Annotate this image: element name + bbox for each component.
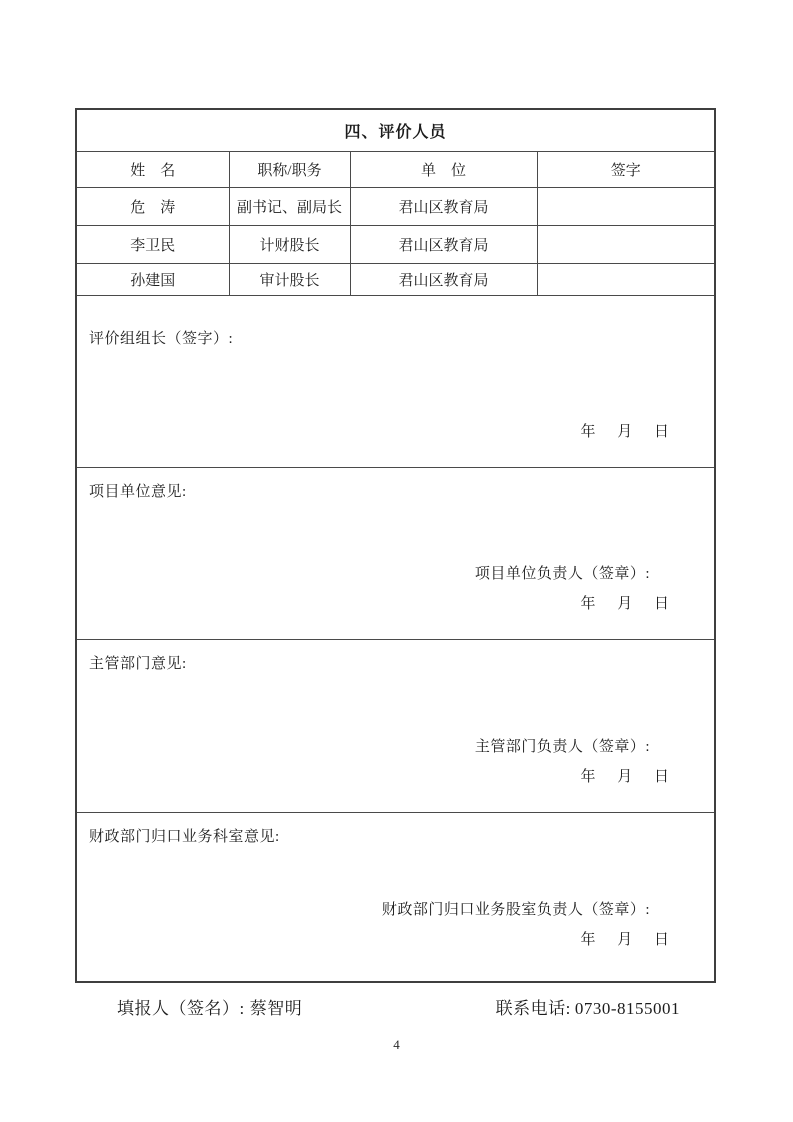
phone-number: 0730-8155001 (574, 999, 680, 1018)
col-header-unit: 单 位 (350, 152, 537, 188)
contact-phone (496, 994, 680, 1019)
signature-cell (537, 188, 714, 226)
col-header-name: 姓 名 (77, 152, 229, 188)
section-sign-area (475, 739, 669, 785)
signature-cell (537, 264, 714, 296)
signer-line: 主管部门负责人（签章）: (474, 739, 650, 755)
opinion-section-project-unit (77, 467, 714, 639)
section-label: 财政部门归口业务科室意见: (89, 829, 280, 845)
section-label: 主管部门意见: (89, 656, 187, 672)
table-row (77, 188, 714, 226)
table-row (77, 226, 714, 264)
section-label: 项目单位意见: (89, 484, 187, 500)
phone-label: 联系电话: (495, 999, 571, 1018)
section-sign-area (475, 566, 669, 612)
col-header-position: 职称/职务 (229, 152, 350, 188)
filler-signature (117, 994, 302, 1019)
signature-cell (537, 226, 714, 264)
col-header-signature: 签字 (537, 152, 714, 188)
opinion-section-competent-department (77, 639, 714, 812)
name-cell: 李卫民 (77, 226, 229, 264)
section-sign-area (382, 902, 669, 948)
section-title: 四、评价人员 (77, 110, 714, 152)
date-line: 年 月 日 (580, 769, 669, 785)
opinion-section-evaluation-group-leader (77, 295, 714, 467)
filler-name: 蔡智明 (249, 999, 303, 1018)
position-cell: 审计股长 (229, 264, 350, 296)
name-cell: 孙建国 (77, 264, 229, 296)
table-row (77, 264, 714, 296)
position-cell: 副书记、副局长 (229, 188, 350, 226)
table-header-row (77, 152, 714, 188)
unit-cell: 君山区教育局 (350, 188, 537, 226)
name-cell: 危 涛 (77, 188, 229, 226)
date-line: 年 月 日 (580, 932, 669, 948)
unit-cell: 君山区教育局 (350, 264, 537, 296)
section-sign-area (580, 424, 669, 440)
date-line: 年 月 日 (580, 424, 669, 440)
table-title-row (77, 110, 714, 152)
opinion-section-finance-department (77, 812, 714, 975)
personnel-table (77, 110, 714, 295)
signer-line: 财政部门归口业务股室负责人（签章）: (381, 902, 650, 918)
evaluation-form-frame (75, 108, 716, 983)
date-line: 年 月 日 (580, 596, 669, 612)
footer-line (75, 994, 716, 1019)
unit-cell: 君山区教育局 (350, 226, 537, 264)
filler-label: 填报人（签名）: (117, 999, 245, 1018)
page-number: 4 (393, 1037, 400, 1052)
position-cell: 计财股长 (229, 226, 350, 264)
signer-line: 项目单位负责人（签章）: (474, 566, 650, 582)
section-label: 评价组组长（签字）: (89, 331, 234, 347)
